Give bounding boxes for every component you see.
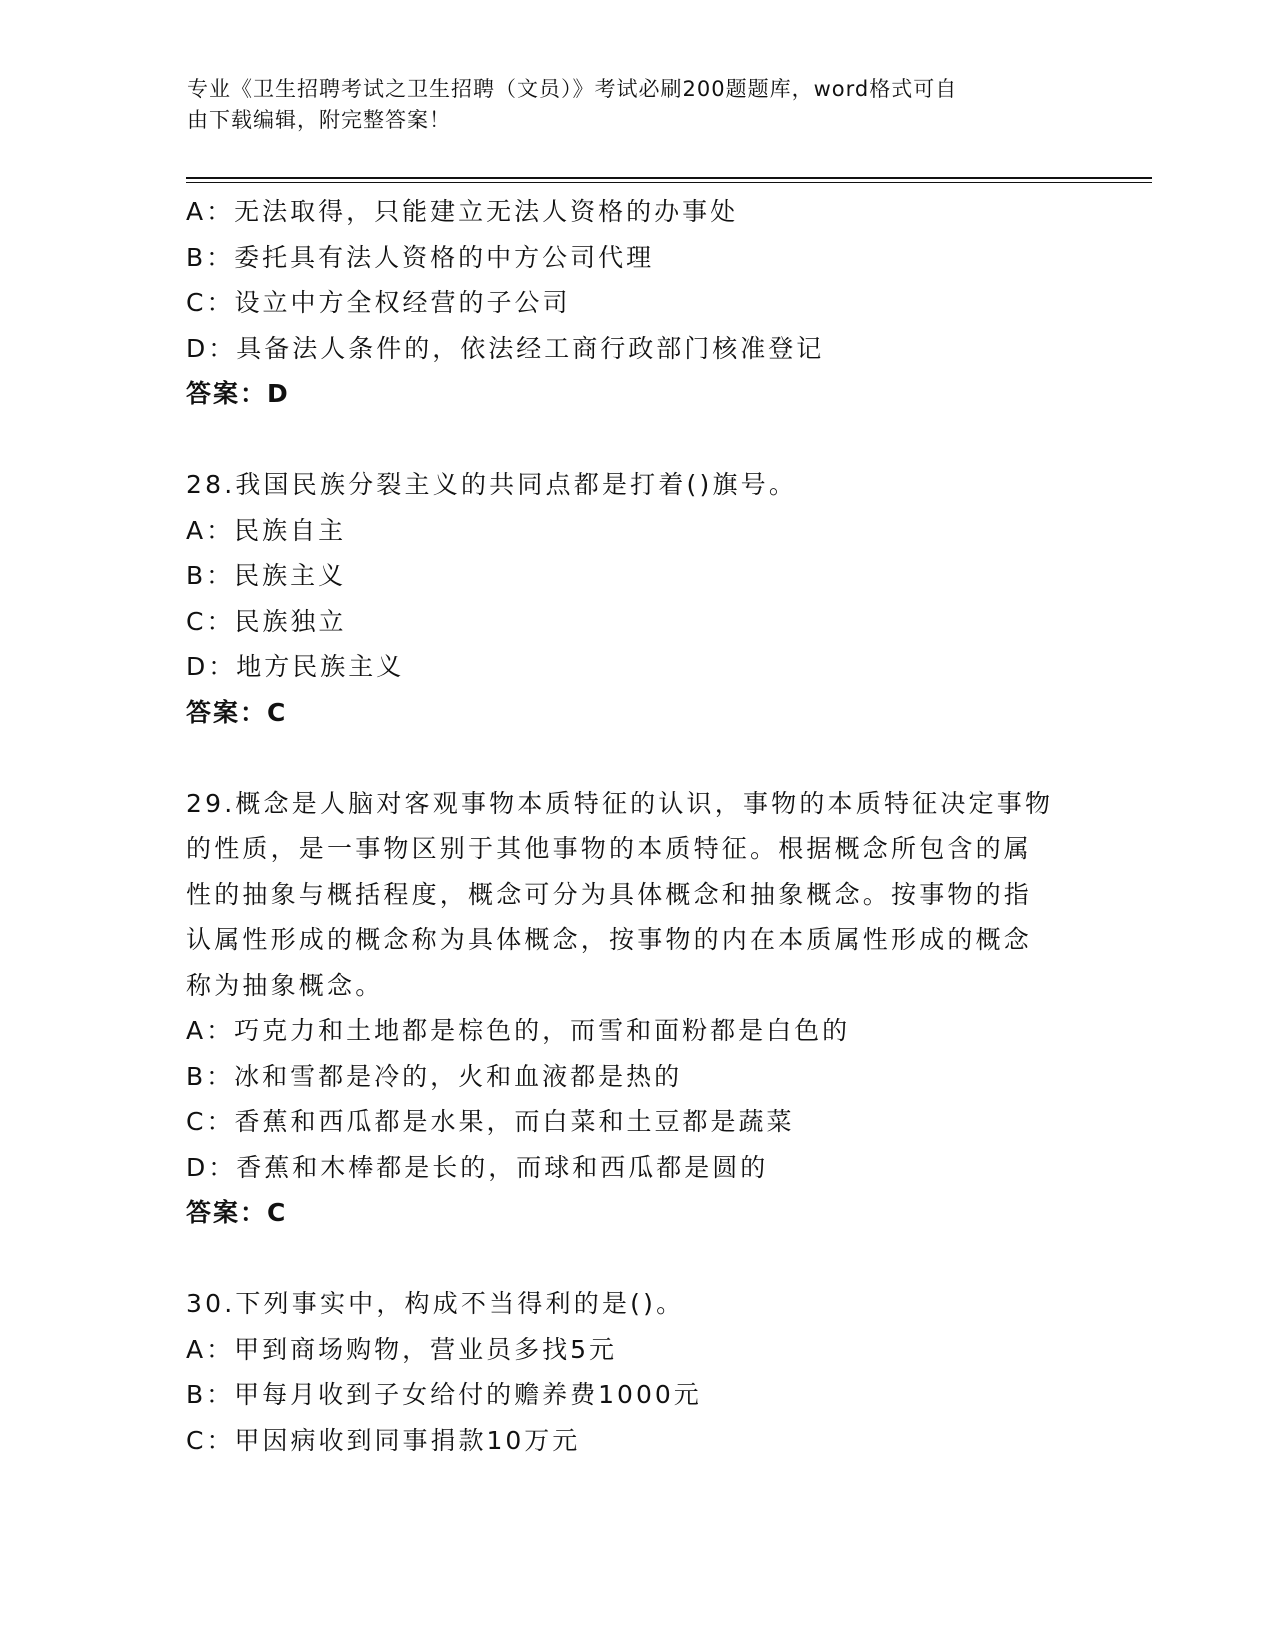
question-30 bbox=[186, 1281, 1086, 1463]
option-c: C：设立中方全权经营的子公司 bbox=[186, 288, 571, 317]
answer-line: 答案：C bbox=[186, 697, 288, 727]
question-28 bbox=[186, 462, 1086, 735]
header-rule-thin bbox=[186, 182, 1152, 183]
question-stem: 30.下列事实中，构成不当得利的是()。 bbox=[186, 1289, 685, 1318]
answer-line: 答案：C bbox=[186, 1198, 288, 1227]
option-a: A：巧克力和土地都是棕色的，而雪和面粉都是白色的 bbox=[186, 1016, 851, 1045]
option-c: C：甲因病收到同事捐款10万元 bbox=[186, 1425, 581, 1455]
option-b: B：甲每月收到子女给付的赡养费1000元 bbox=[186, 1380, 702, 1409]
question-list bbox=[186, 189, 1086, 1463]
header-line-1: 专业《卫生招聘考试之卫生招聘（文员）》考试必刷200题题库，word格式可自 bbox=[187, 77, 958, 101]
option-b: B：委托具有法人资格的中方公司代理 bbox=[186, 242, 655, 272]
option-c: C：香蕉和西瓜都是水果，而白菜和土豆都是蔬菜 bbox=[186, 1107, 795, 1136]
option-a: A：甲到商场购物，营业员多找5元 bbox=[186, 1334, 618, 1364]
option-c: C：民族独立 bbox=[186, 606, 347, 636]
header-rule-thick bbox=[186, 177, 1152, 179]
question-stem-line-4: 认属性形成的概念称为具体概念，按事物的内在本质属性形成的概念 bbox=[186, 925, 1033, 954]
spacer bbox=[186, 417, 1086, 463]
spacer bbox=[186, 1236, 1086, 1282]
header-line-2: 由下载编辑，附完整答案！ bbox=[187, 108, 451, 132]
answer-line: 答案：D bbox=[186, 379, 290, 408]
question-stem-line-5: 称为抽象概念。 bbox=[186, 970, 384, 1000]
option-b: B：民族主义 bbox=[186, 561, 347, 590]
document-header bbox=[187, 74, 1067, 136]
question-stem-line-1: 29.概念是人脑对客观事物本质特征的认识，事物的本质特征决定事物 bbox=[186, 788, 1054, 818]
spacer bbox=[186, 735, 1086, 781]
option-a: A：民族自主 bbox=[186, 515, 347, 545]
option-d: D：香蕉和木棒都是长的，而球和西瓜都是圆的 bbox=[186, 1152, 769, 1182]
option-a: A：无法取得，只能建立无法人资格的办事处 bbox=[186, 197, 739, 226]
option-d: D：具备法人条件的，依法经工商行政部门核准登记 bbox=[186, 333, 825, 363]
option-b: B：冰和雪都是冷的，火和血液都是热的 bbox=[186, 1061, 683, 1091]
question-stem-line-2: 的性质，是一事物区别于其他事物的本质特征。根据概念所包含的属 bbox=[186, 834, 1033, 863]
question-29 bbox=[186, 781, 1086, 1236]
option-d: D：地方民族主义 bbox=[186, 652, 405, 681]
question-27 bbox=[186, 189, 1086, 417]
question-stem: 28.我国民族分裂主义的共同点都是打着()旗号。 bbox=[186, 470, 798, 499]
question-stem-line-3: 性的抽象与概括程度，概念可分为具体概念和抽象概念。按事物的指 bbox=[186, 879, 1033, 909]
